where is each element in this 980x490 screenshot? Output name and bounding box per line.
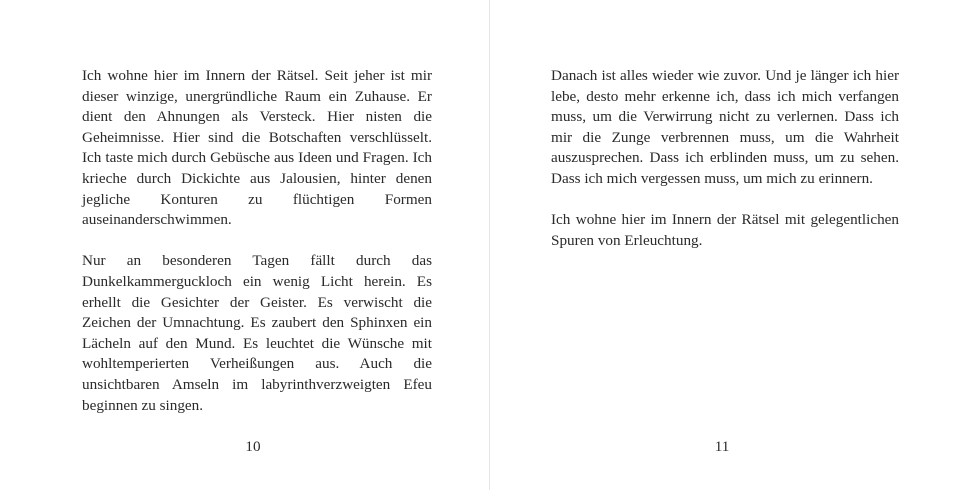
- page-number: 10: [245, 438, 261, 455]
- right-page: [490, 0, 980, 490]
- left-page-text: [82, 66, 432, 437]
- right-page-text: [551, 66, 899, 272]
- paragraph: Ich wohne hier im Innern der Rätsel. Seit jeher ist mir dieser winzige, unergründliche Raum ein Zuhause. Er dient den Ahnungen als Versteck. Hier nisten die Geheimnisse. Hier sind die Botschaften verschlüsselt. Ich taste mich durch Gebüsche aus Ideen und Fragen. Ich krieche durch Dickichte aus Jalousien, hinter denen jegliche Konturen zu flüchtigen Formen auseinanderschwimmen.: [82, 67, 432, 229]
- paragraph: Danach ist alles wieder wie zuvor. Und je länger ich hier lebe, desto mehr erkenne ich, dass ich mich verfangen muss, um die Verwirrung nicht zu verlernen. Dass ich mir die Zunge verbrennen muss, um die Wahrheit auszusprechen. Dass ich erblinden muss, um zu sehen. Dass ich mich vergessen muss, um mich zu erinnern.: [551, 67, 899, 187]
- paragraph: Ich wohne hier im Innern der Rätsel mit gelegentlichen Spuren von Erleuchtung.: [551, 211, 899, 249]
- paragraph: Nur an besonderen Tagen fällt durch das Dunkelkammerguckloch ein wenig Licht herein. Es erhellt die Gesichter der Geister. Es verwischt die Zeichen der Umnachtung. Es zaubert den Sphinxen ein Lächeln auf den Mund. Es leuchtet die Wünsche mit wohltemperierten Verheißungen aus. Auch die unsichtbaren Amseln im labyrinthverzweigten Efeu beginnen zu singen.: [82, 252, 432, 414]
- left-page: [0, 0, 489, 490]
- page-number: 11: [714, 438, 730, 455]
